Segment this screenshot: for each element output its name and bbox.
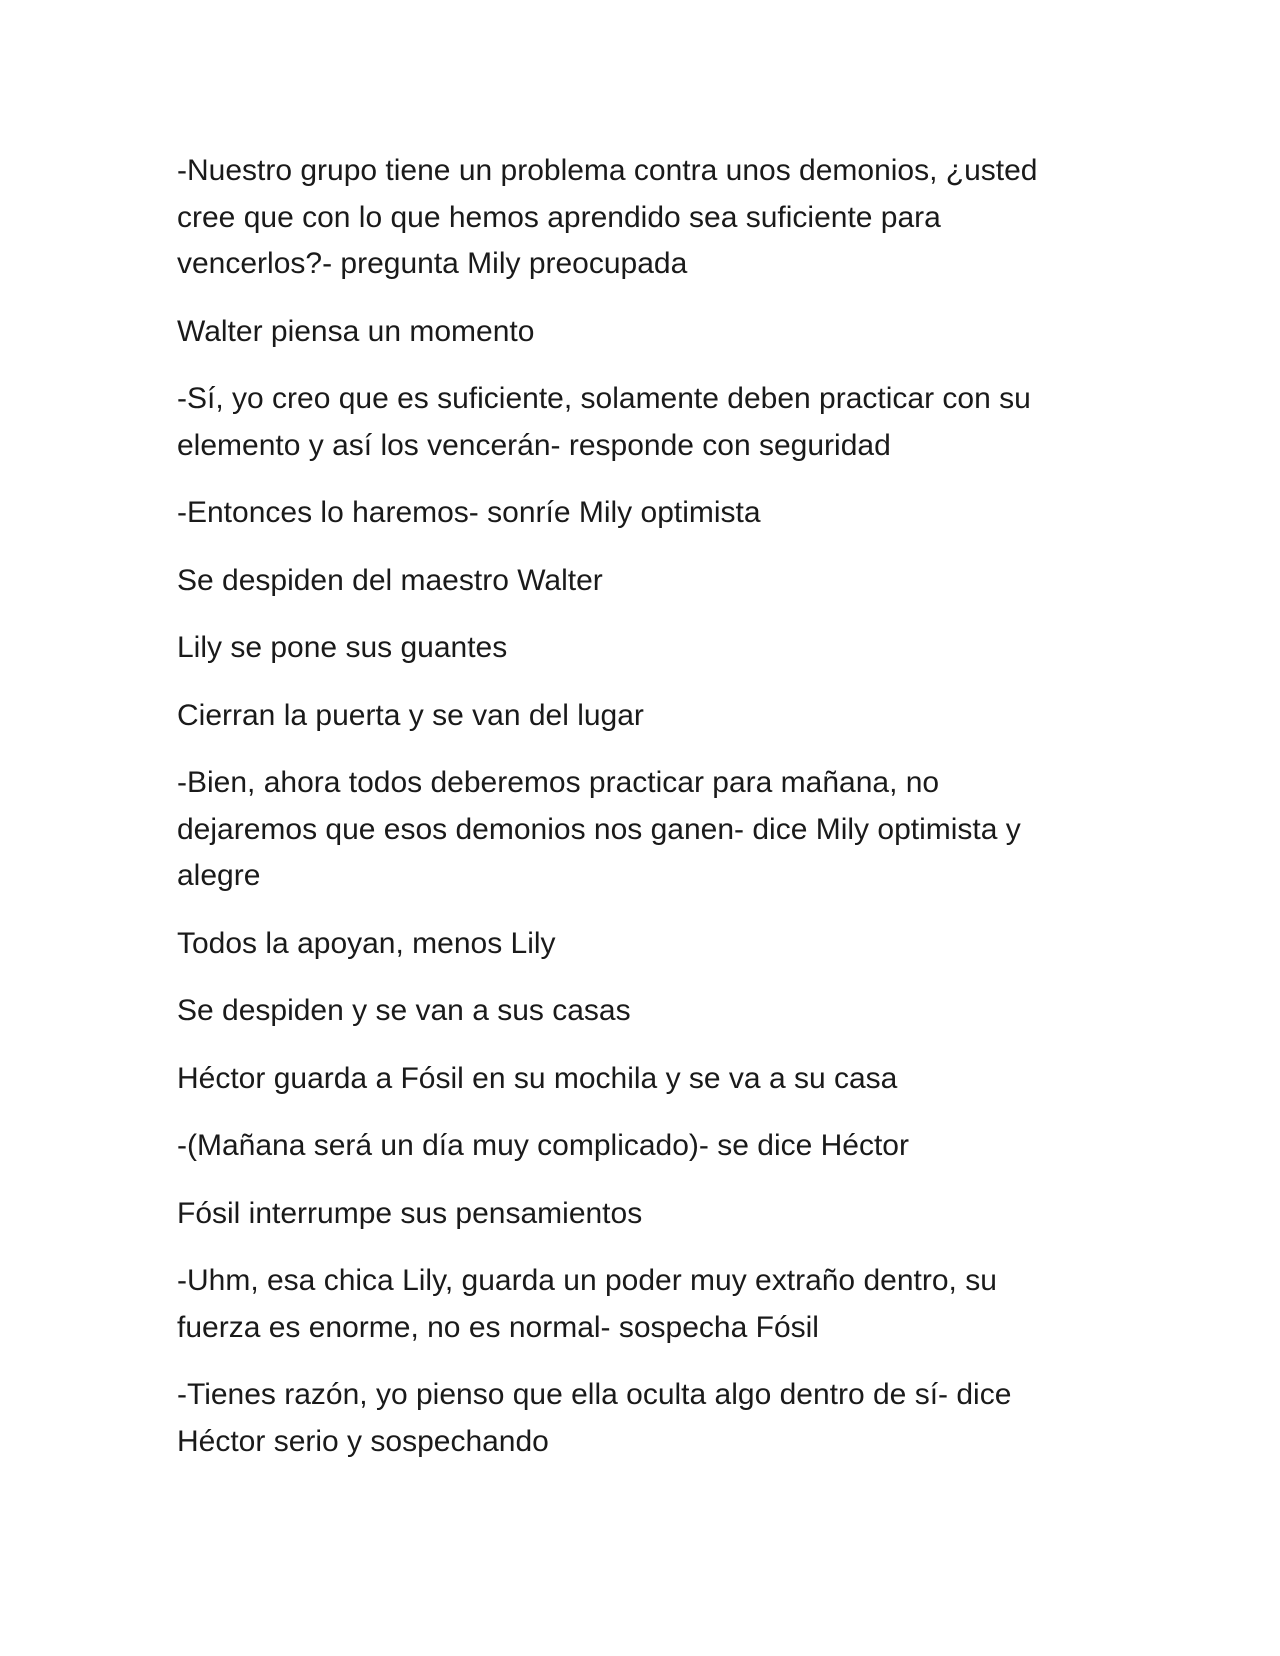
paragraph: Se despiden y se van a sus casas — [177, 994, 631, 1027]
paragraph: -Bien, ahora todos deberemos practicar para mañana, no dejaremos que esos demonios nos ganen- dice Mily optimista y alegre — [177, 766, 1021, 892]
paragraph: Se despiden del maestro Walter — [177, 563, 603, 597]
paragraph: -Tienes razón, yo pienso que ella oculta algo dentro de sí- dice Héctor serio y sospechando — [177, 1378, 1012, 1458]
paragraph: Todos la apoyan, menos Lily — [177, 926, 556, 960]
paragraph: Fósil interrumpe sus pensamientos — [177, 1196, 643, 1230]
paragraph: -Sí, yo creo que es suficiente, solamente deben practicar con su elemento y así los vencerán- responde con seguridad — [177, 382, 1031, 462]
paragraph: -Nuestro grupo tiene un problema contra unos demonios, ¿usted cree que con lo que hemos aprendido sea suficiente para vencerlos?- pregunta Mily preocupada — [177, 154, 1038, 280]
paragraph: Héctor guarda a Fósil en su mochila y se va a su casa — [177, 1061, 898, 1095]
paragraph: -(Mañana será un día muy complicado)- se dice Héctor — [177, 1129, 909, 1162]
paragraph: Lily se pone sus guantes — [177, 631, 508, 664]
document-body — [177, 148, 1077, 1486]
paragraph: -Uhm, esa chica Lily, guarda un poder muy extraño dentro, su fuerza es enorme, no es normal- sospecha Fósil — [177, 1264, 997, 1344]
paragraph: Walter piensa un momento — [177, 314, 535, 348]
paragraph: -Entonces lo haremos- sonríe Mily optimista — [177, 496, 761, 529]
paragraph: Cierran la puerta y se van del lugar — [177, 698, 644, 732]
